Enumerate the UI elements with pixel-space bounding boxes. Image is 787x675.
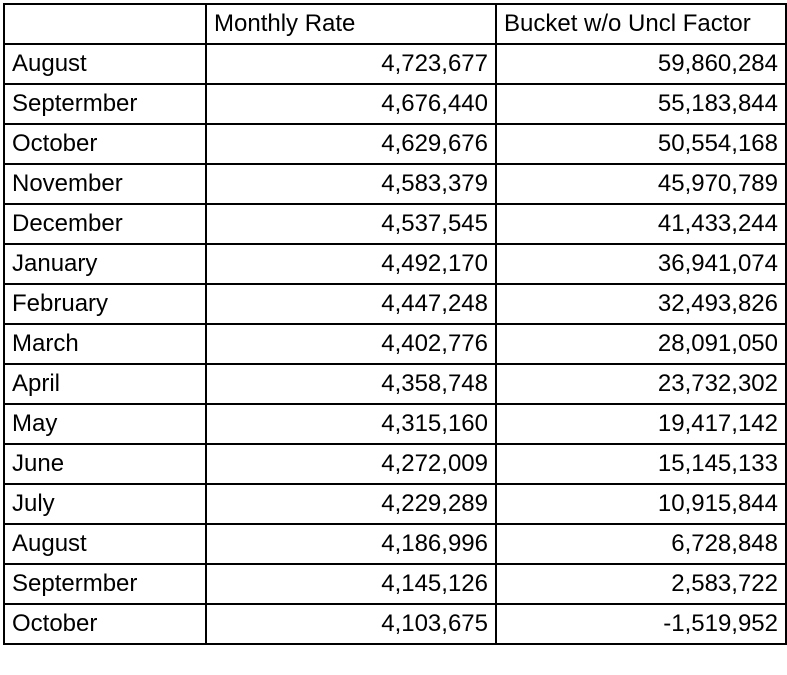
monthly-rate-cell: 4,583,379 [206, 164, 496, 204]
monthly-rate-cell: 4,492,170 [206, 244, 496, 284]
month-cell: August [4, 524, 206, 564]
month-cell: November [4, 164, 206, 204]
monthly-rate-cell: 4,537,545 [206, 204, 496, 244]
bucket-cell: 6,728,848 [496, 524, 786, 564]
monthly-rate-cell: 4,358,748 [206, 364, 496, 404]
monthly-rate-cell: 4,447,248 [206, 284, 496, 324]
month-cell: Septermber [4, 564, 206, 604]
table-row [4, 444, 786, 484]
month-cell: October [4, 124, 206, 164]
table-row [4, 364, 786, 404]
bucket-cell: 2,583,722 [496, 564, 786, 604]
table-row [4, 404, 786, 444]
bucket-cell: 23,732,302 [496, 364, 786, 404]
table-row [4, 484, 786, 524]
bucket-cell: 19,417,142 [496, 404, 786, 444]
bucket-cell: 41,433,244 [496, 204, 786, 244]
table-row [4, 604, 786, 644]
month-cell: June [4, 444, 206, 484]
bucket-cell: 59,860,284 [496, 44, 786, 84]
monthly-rate-cell: 4,629,676 [206, 124, 496, 164]
bucket-cell: 45,970,789 [496, 164, 786, 204]
monthly-rate-cell: 4,145,126 [206, 564, 496, 604]
monthly-rate-cell: 4,103,675 [206, 604, 496, 644]
table-row [4, 164, 786, 204]
monthly-rate-cell: 4,315,160 [206, 404, 496, 444]
month-cell: Septermber [4, 84, 206, 124]
month-cell: April [4, 364, 206, 404]
bucket-cell: 32,493,826 [496, 284, 786, 324]
month-cell: October [4, 604, 206, 644]
table-row [4, 524, 786, 564]
month-cell: December [4, 204, 206, 244]
bucket-cell: 55,183,844 [496, 84, 786, 124]
table-row [4, 84, 786, 124]
monthly-rate-cell: 4,186,996 [206, 524, 496, 564]
table-row [4, 244, 786, 284]
monthly-rate-cell: 4,402,776 [206, 324, 496, 364]
bucket-cell: 15,145,133 [496, 444, 786, 484]
header-row [4, 4, 786, 44]
table-row [4, 284, 786, 324]
table-row [4, 564, 786, 604]
header-monthly-rate: Monthly Rate [206, 4, 496, 44]
header-blank-cell [4, 4, 206, 44]
table-body [4, 44, 786, 644]
header-bucket-wo-uncl-factor: Bucket w/o Uncl Factor [496, 4, 786, 44]
table-row [4, 204, 786, 244]
monthly-rate-cell: 4,723,677 [206, 44, 496, 84]
bucket-cell: 10,915,844 [496, 484, 786, 524]
bucket-cell: 28,091,050 [496, 324, 786, 364]
table-row [4, 124, 786, 164]
month-cell: February [4, 284, 206, 324]
month-cell: July [4, 484, 206, 524]
monthly-rate-cell: 4,229,289 [206, 484, 496, 524]
month-cell: May [4, 404, 206, 444]
month-cell: March [4, 324, 206, 364]
bucket-cell: 50,554,168 [496, 124, 786, 164]
monthly-rate-cell: 4,272,009 [206, 444, 496, 484]
monthly-rate-cell: 4,676,440 [206, 84, 496, 124]
bucket-cell: 36,941,074 [496, 244, 786, 284]
table-row [4, 44, 786, 84]
month-cell: August [4, 44, 206, 84]
bucket-cell: -1,519,952 [496, 604, 786, 644]
data-table [3, 3, 787, 645]
table-row [4, 324, 786, 364]
month-cell: January [4, 244, 206, 284]
